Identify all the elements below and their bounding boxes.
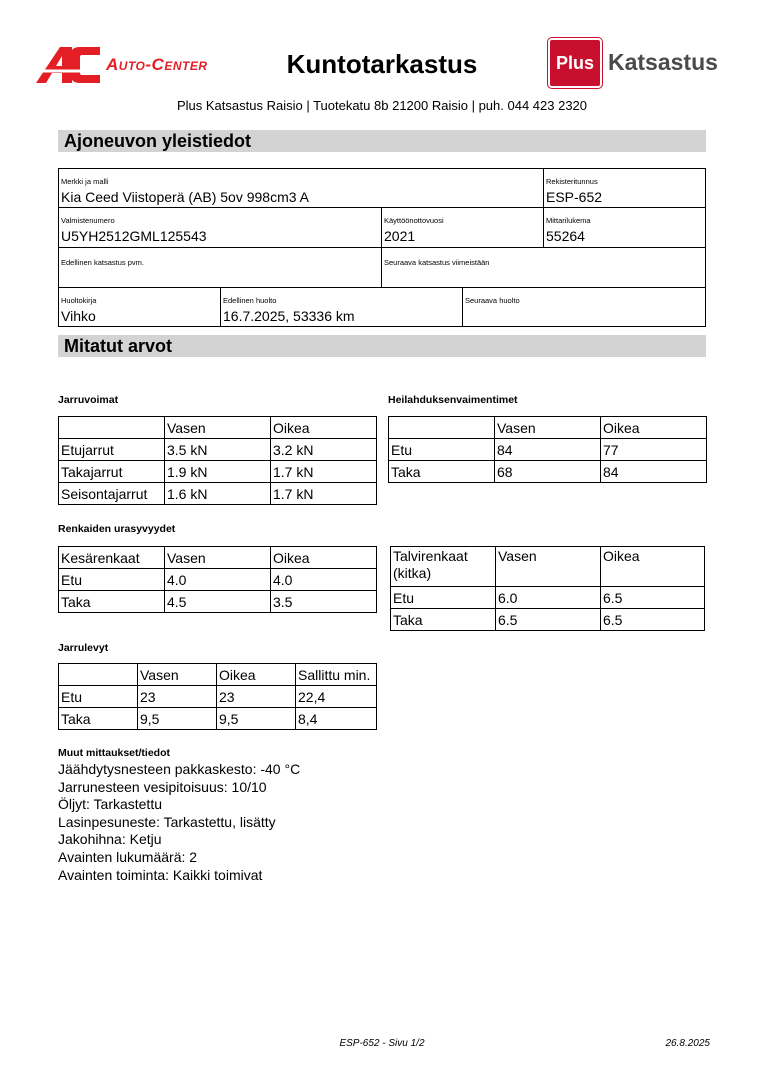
- next-inspection-cell: [381, 247, 706, 288]
- registration-label: Rekisteritunnus: [546, 177, 598, 186]
- page-title: Kuntotarkastus: [286, 49, 478, 79]
- plus-badge: [548, 38, 602, 88]
- auto-center-logo: [36, 45, 226, 85]
- service-book-label: Huoltokirja: [61, 296, 97, 305]
- table-cell: Etu: [59, 686, 138, 708]
- table-cell: 6.5: [496, 609, 601, 631]
- table-cell: 3.2 kN: [271, 439, 377, 461]
- table-header-cell: Vasen: [138, 664, 217, 686]
- table-cell: Etu: [389, 439, 495, 461]
- table-header-cell: Oikea: [601, 547, 705, 587]
- winter-tires-table: [390, 546, 705, 631]
- table-cell: Etujarrut: [59, 439, 165, 461]
- table-row: [389, 439, 707, 461]
- contact-info: Plus Katsastus Raisio | Tuotekatu 8b 21200 Raisio | puh. 044 423 2320: [176, 98, 588, 113]
- list-item: Avainten lukumäärä: 2: [58, 848, 198, 865]
- make-model-cell: [58, 168, 544, 208]
- table-header-cell: [389, 417, 495, 439]
- page-footer-date: 26.8.2025: [665, 1038, 710, 1049]
- registration-value: ESP-652: [546, 189, 603, 205]
- table-header-cell: Vasen: [165, 547, 271, 569]
- prev-inspection-label: Edellinen katsastus pvm.: [61, 258, 144, 267]
- table-header-cell: Vasen: [165, 417, 271, 439]
- table-header-cell: Vasen: [496, 547, 601, 587]
- table-header-cell: [59, 417, 165, 439]
- table-cell: 8,4: [296, 708, 377, 730]
- registration-cell: [543, 168, 706, 208]
- list-item: Jäähdytysnesteen pakkaskesto: -40 °C: [58, 761, 301, 777]
- list-item: Öljyt: Tarkastettu: [58, 796, 163, 813]
- table-cell: 68: [495, 461, 601, 483]
- table-header-row: [59, 547, 377, 569]
- table-row: [59, 591, 377, 613]
- vin-cell: [58, 207, 382, 248]
- next-inspection-label: Seuraava katsastus viimeistään: [384, 258, 490, 267]
- odometer-value: 55264: [546, 228, 585, 244]
- vin-value: U5YH2512GML125543: [61, 228, 207, 244]
- table-cell: Takajarrut: [59, 461, 165, 483]
- brakes-title: Jarruvoimat: [58, 394, 119, 406]
- table-cell: 4.0: [165, 569, 271, 591]
- section-heading-measured: Mitatut arvot: [58, 335, 706, 357]
- table-cell: 84: [495, 439, 601, 461]
- list-item: Lasinpesuneste: Tarkastettu, lisätty: [58, 813, 276, 830]
- page-footer-number: ESP-652 - Sivu 1/2: [339, 1038, 425, 1049]
- table-row: [391, 587, 705, 609]
- list-item: Jakohihna: Ketju: [58, 831, 162, 848]
- table-cell: 4.5: [165, 591, 271, 613]
- odometer-cell: [543, 207, 706, 248]
- discs-table: [58, 663, 377, 730]
- table-row: [59, 708, 377, 730]
- service-book-cell: [58, 287, 221, 327]
- katsastus-wordmark: Katsastus: [608, 49, 718, 75]
- prev-inspection-cell: [58, 247, 382, 288]
- table-cell: Etu: [391, 587, 496, 609]
- shocks-table: [388, 416, 707, 483]
- service-book-value: Vihko: [61, 308, 96, 324]
- table-cell: 4.0: [271, 569, 377, 591]
- next-service-label: Seuraava huolto: [465, 296, 520, 305]
- table-header-cell: Kesärenkaat: [59, 547, 165, 569]
- make-model-value: Kia Ceed Viistoperä (AB) 5ov 998cm3 A: [61, 189, 309, 205]
- table-cell: 84: [601, 461, 707, 483]
- section-heading-general: Ajoneuvon yleistiedot: [58, 130, 706, 152]
- table-cell: Taka: [59, 591, 165, 613]
- table-cell: 3.5 kN: [165, 439, 271, 461]
- table-header-cell: Oikea: [217, 664, 296, 686]
- table-cell: Seisontajarrut: [59, 483, 165, 505]
- table-header-cell: Oikea: [271, 547, 377, 569]
- table-row: [59, 439, 377, 461]
- first-use-value: 2021: [384, 228, 416, 244]
- table-cell: 1.9 kN: [165, 461, 271, 483]
- table-header-row: [59, 417, 377, 439]
- table-cell: 22,4: [296, 686, 377, 708]
- make-model-label: Merkki ja malli: [61, 177, 109, 186]
- table-header-cell: [59, 664, 138, 686]
- table-row: [59, 686, 377, 708]
- other-measurements-title: Muut mittaukset/tiedot: [58, 747, 170, 759]
- prev-service-value: 16.7.2025, 53336 km: [223, 308, 355, 324]
- table-cell: 23: [138, 686, 217, 708]
- table-row: [59, 461, 377, 483]
- prev-service-label: Edellinen huolto: [223, 296, 277, 305]
- discs-title: Jarrulevyt: [58, 642, 109, 654]
- table-cell: 23: [217, 686, 296, 708]
- next-service-cell: [462, 287, 706, 327]
- table-cell: 9,5: [138, 708, 217, 730]
- table-cell: Taka: [389, 461, 495, 483]
- table-cell: 1.6 kN: [165, 483, 271, 505]
- table-header-row: [59, 664, 377, 686]
- plus-katsastus-logo: [548, 38, 730, 88]
- table-header-cell: Oikea: [271, 417, 377, 439]
- table-cell: 77: [601, 439, 707, 461]
- first-use-label: Käyttöönottovuosi: [384, 216, 444, 225]
- table-cell: Taka: [59, 708, 138, 730]
- table-header-row: [391, 547, 705, 587]
- table-header-row: [389, 417, 707, 439]
- plus-badge-text: Plus: [555, 53, 594, 73]
- vin-label: Valmistenumero: [61, 216, 115, 225]
- table-cell: Taka: [391, 609, 496, 631]
- first-use-cell: [381, 207, 544, 248]
- table-cell: Etu: [59, 569, 165, 591]
- table-row: [59, 569, 377, 591]
- table-cell: 9,5: [217, 708, 296, 730]
- summer-tires-table: [58, 546, 377, 613]
- odometer-label: Mittarilukema: [546, 216, 591, 225]
- list-item: Avainten toiminta: Kaikki toimivat: [58, 866, 263, 883]
- table-row: [391, 609, 705, 631]
- prev-service-cell: [220, 287, 463, 327]
- auto-center-wordmark: Auto-Center: [106, 55, 208, 74]
- table-header-cell: Talvirenkaat (kitka): [391, 547, 496, 587]
- brakes-table: [58, 416, 377, 505]
- table-row: [389, 461, 707, 483]
- shocks-title: Heilahduksenvaimentimet: [388, 394, 518, 406]
- other-measurements: [58, 746, 300, 884]
- table-cell: 1.7 kN: [271, 483, 377, 505]
- table-cell: 6.5: [601, 587, 705, 609]
- list-item: Jarrunesteen vesipitoisuus: 10/10: [58, 778, 267, 795]
- table-cell: 6.0: [496, 587, 601, 609]
- table-row: [59, 483, 377, 505]
- table-header-cell: Vasen: [495, 417, 601, 439]
- table-header-cell: Sallittu min.: [296, 664, 377, 686]
- tread-title: Renkaiden urasyvyydet: [58, 523, 176, 535]
- table-cell: 1.7 kN: [271, 461, 377, 483]
- table-cell: 3.5: [271, 591, 377, 613]
- table-header-cell: Oikea: [601, 417, 707, 439]
- table-cell: 6.5: [601, 609, 705, 631]
